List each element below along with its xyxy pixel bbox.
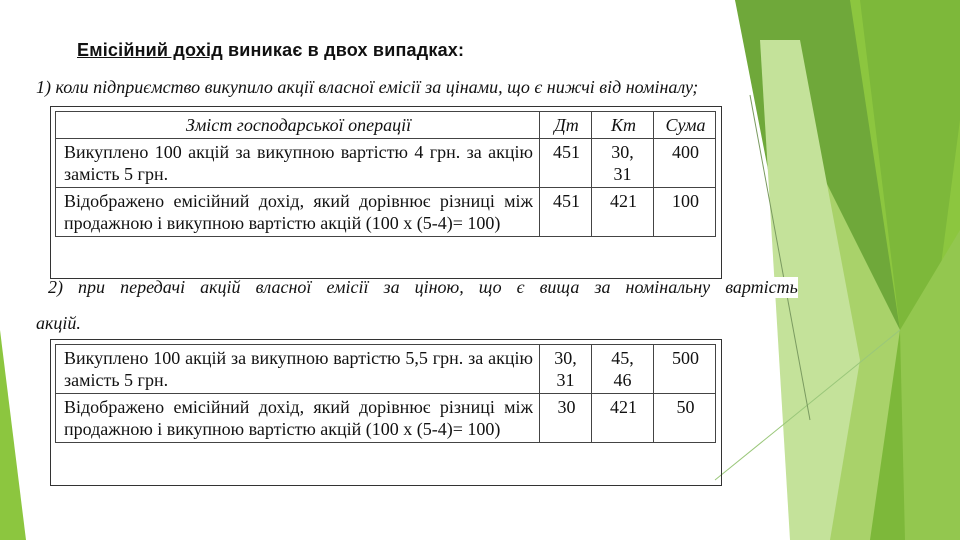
header-dt: Дт [540,112,592,139]
row-kt: 421 [592,188,654,237]
case-2-word: передачі [120,277,186,297]
case-2-word: вища [539,277,580,297]
row-dt: 451 [540,188,592,237]
row-description: Викуплено 100 акцій за викупною вартістю 4 грн. за акцію замість 5 грн. [56,139,540,188]
case-2-word: власної [255,277,312,297]
row-kt: 421 [592,394,654,443]
case-2-word: ціною, [414,277,464,297]
row-sum: 100 [654,188,716,237]
case-1-text: 1) коли підприємство викупило акції власної емісії за цінами, що є нижчі від номіналу; [36,77,704,98]
row-dt: 30 [540,394,592,443]
case-2-word: при [78,277,106,297]
row-sum: 500 [654,345,716,394]
table-1-frame [50,106,722,279]
row-description: Відображено емісійний дохід, який дорівнює різниці між продажною і викупною вартістю акцій (100 х (5-4)= 100) [56,394,540,443]
heading-underlined: Емісійний дохід [77,40,223,60]
case-2-word: 2) [48,277,63,297]
case-2-continuation: акцій. [36,313,81,333]
row-description: Відображено емісійний дохід, який дорівнює різниці між продажною і викупною вартістю акцій (100 х (5-4)= 100) [56,188,540,237]
heading-rest: виникає в двох випадках: [222,40,465,60]
case-2-word: що [478,277,502,297]
case-2-word: за [383,277,400,297]
header-operation: Зміст господарської операції [56,112,540,139]
table-2-frame [50,339,722,486]
case-2-word: за [594,277,611,297]
header-kt: Кт [592,112,654,139]
case-2-word: номінальну [625,277,711,297]
row-description: Викуплено 100 акцій за викупною вартістю 5,5 грн. за акцію замість 5 грн. [56,345,540,394]
row-dt: 451 [540,139,592,188]
heading [77,40,464,61]
row-kt: 45, 46 [592,345,654,394]
case-2-text [48,277,798,298]
case-2-word: вартість [725,277,798,297]
row-kt: 30, 31 [592,139,654,188]
case-2-word: акцій [200,277,241,297]
row-sum: 400 [654,139,716,188]
case-2-word: є [516,277,525,297]
header-sum: Сума [654,112,716,139]
case-2-word: емісії [326,277,369,297]
row-sum: 50 [654,394,716,443]
row-dt: 30, 31 [540,345,592,394]
